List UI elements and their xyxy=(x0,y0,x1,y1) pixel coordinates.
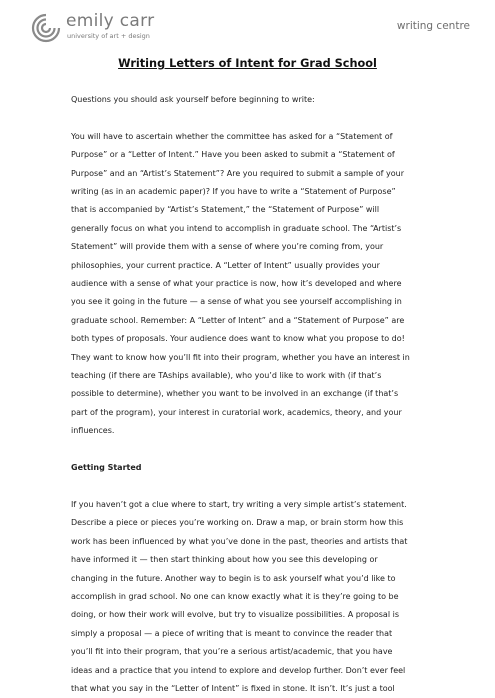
text-line: You will have to ascertain whether the committee has asked for a “Statement of xyxy=(71,131,393,141)
text-line: work has been influenced by what you’ve done in the past, theories and artists that xyxy=(71,536,408,546)
text-line: Purpose” or a “Letter of Intent.” Have you been asked to submit a “Statement of xyxy=(71,150,395,160)
document-title: Writing Letters of Intent for Grad School xyxy=(118,57,377,70)
text-line: If you haven’t got a clue where to start, try writing a very simple artist’s statement. xyxy=(71,499,407,509)
logo-name: emily carr xyxy=(66,11,155,31)
text-line: you see it going in the future — a sense of what you see yourself accomplishing in xyxy=(71,297,402,307)
text-line: ideas and a practice that you intend to explore and develop further. Don’t ever feel xyxy=(71,665,406,675)
text-line: part of the program), your interest in curatorial work, academics, theory, and your xyxy=(71,407,402,417)
text-line: writing (as in an academic paper)? If you have to write a “Statement of Purpose” xyxy=(71,187,396,197)
text-line: accomplish in grad school. No one can know exactly what it is they’re going to be xyxy=(71,591,399,601)
page-header xyxy=(30,10,470,50)
text-line: audience with a sense of what your practice is now, how it’s developed and where xyxy=(71,279,402,289)
text-line: both types of proposals. Your audience does want to know what you propose to do! xyxy=(71,334,405,344)
paragraph-getting-started xyxy=(71,496,431,698)
emily-carr-logo-icon xyxy=(30,12,62,44)
text-line: generally focus on what you intend to accomplish in graduate school. The “Artist’s xyxy=(71,223,402,233)
document-body xyxy=(71,91,431,698)
section-label: writing centre xyxy=(396,20,470,32)
subheading-getting-started: Getting Started xyxy=(71,463,142,473)
text-line: doing, or how their work will evolve, but try to visualize possibilities. A proposal is xyxy=(71,610,399,620)
text-line: graduate school. Remember: A “Letter of Intent” and a “Statement of Purpose” are xyxy=(71,315,405,325)
text-line: Describe a piece or pieces you’re working on. Draw a map, or brain storm how this xyxy=(71,518,404,528)
intro-line: Questions you should ask yourself before beginning to write: xyxy=(71,95,315,104)
text-line: teaching (if there are TAships available), who you’d like to work with (if that’s xyxy=(71,371,382,381)
emily-carr-logo xyxy=(30,10,170,50)
text-line: Purpose” and an “Artist’s Statement”? Are you required to submit a sample of your xyxy=(71,168,404,178)
text-line: that is accompanied by “Artist’s Statement,” the “Statement of Purpose” will xyxy=(71,205,380,215)
text-line: possible to determine), whether you want to be involved in an exchange (if that’s xyxy=(71,389,399,399)
text-line: Statement” will provide them with a sense of where you’re coming from, your xyxy=(71,242,384,252)
text-line: simply a proposal — a piece of writing that is meant to convince the reader that xyxy=(71,628,393,638)
text-line: influences. xyxy=(71,426,115,436)
text-line: that what you say in the “Letter of Intent” is fixed in stone. It isn’t. It’s just a tool xyxy=(71,683,395,693)
paragraph-statement-types xyxy=(71,128,431,441)
text-line: They want to know how you’ll fit into their program, whether you have an interest in xyxy=(71,352,410,362)
logo-subtitle: university of art + design xyxy=(67,32,150,40)
text-line: you’ll fit into their program, that you’re a serious artist/academic, that you have xyxy=(71,647,393,657)
text-line: have informed it — then start thinking about how you see this developing or xyxy=(71,555,378,565)
text-line: philosophies, your current practice. A “Letter of Intent” usually provides your xyxy=(71,260,380,270)
text-line: changing in the future. Another way to begin is to ask yourself what you’d like to xyxy=(71,573,396,583)
